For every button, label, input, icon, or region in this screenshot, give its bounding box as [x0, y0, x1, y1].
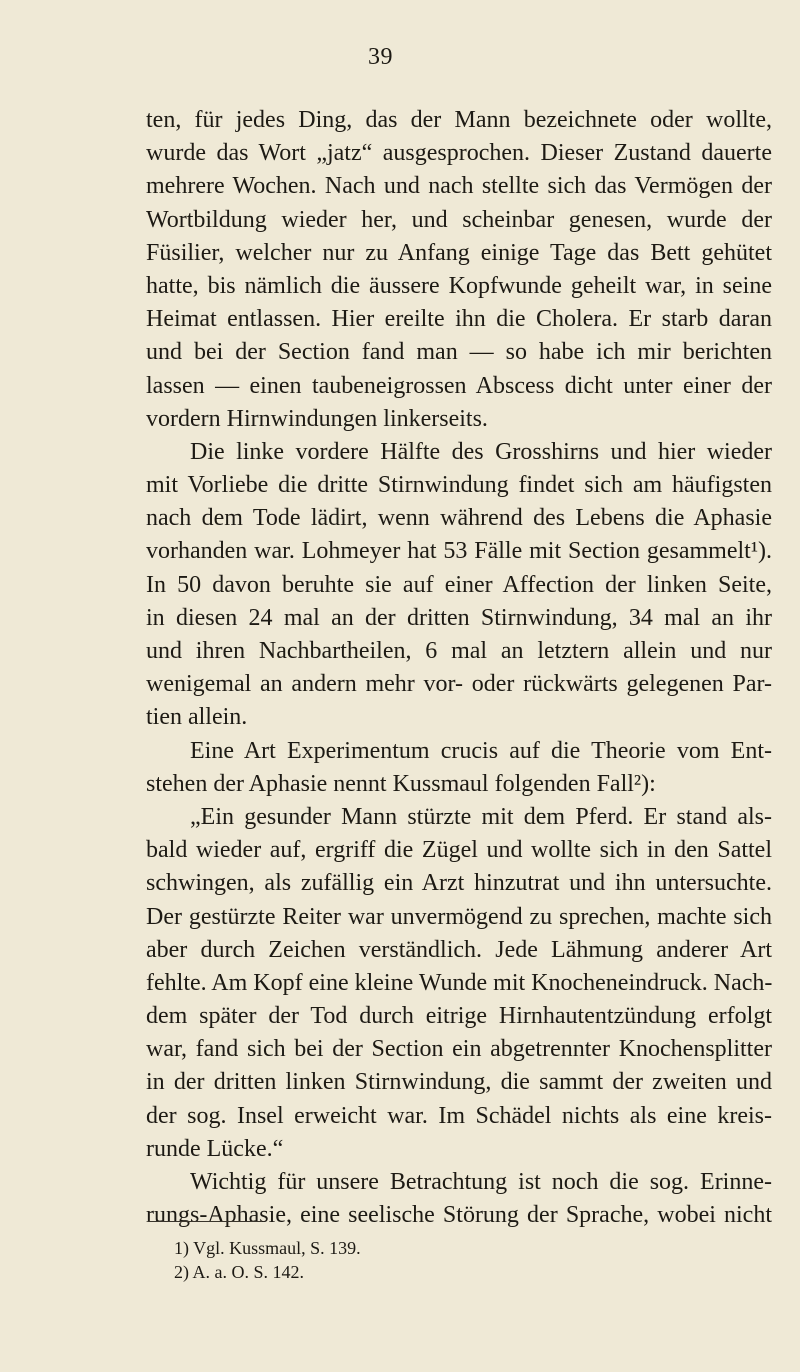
text-line: „Ein gesunder Mann stürzte mit dem Pferd. Er stand als- [190, 803, 772, 830]
text-line: wenigemal an andern mehr vor- oder rückwärts gelegenen Par- [146, 671, 772, 698]
text-line: hatte, bis nämlich die äussere Kopfwunde geheilt war, in seine [146, 272, 772, 299]
text-line: Die linke vordere Hälfte des Grosshirns und hier wieder [190, 438, 772, 465]
text-line: nach dem Tode lädirt, wenn während des Lebens die Aphasie [146, 505, 772, 532]
footnote: 2) A. a. O. S. 142. [174, 1262, 304, 1282]
text-line: runde Lücke.“ [146, 1135, 284, 1162]
text-line: tien allein. [146, 704, 248, 731]
text-line: in der dritten linken Stirnwindung, die sammt der zweiten und [146, 1069, 772, 1096]
text-line: Der gestürzte Reiter war unvermögend zu sprechen, machte sich [146, 903, 772, 930]
footnote-divider [148, 1221, 262, 1222]
text-line: mit Vorliebe die dritte Stirnwindung findet sich am häufigsten [146, 472, 772, 499]
text-line: Eine Art Experimentum crucis auf die Theorie vom Ent- [190, 737, 772, 764]
text-line: vordern Hirnwindungen linkerseits. [146, 405, 488, 432]
text-line: Heimat entlassen. Hier ereilte ihn die Cholera. Er starb daran [146, 306, 772, 333]
text-line: und bei der Section fand man — so habe ich mir berichten [146, 339, 772, 366]
text-line: schwingen, als zufällig ein Arzt hinzutrat und ihn untersuchte. [146, 870, 772, 897]
text-line: vorhanden war. Lohmeyer hat 53 Fälle mit Section gesammelt¹). [146, 538, 772, 565]
text-line: mehrere Wochen. Nach und nach stellte sich das Vermögen der [146, 173, 772, 200]
text-line: lassen — einen taubeneigrossen Abscess dicht unter einer der [146, 372, 772, 399]
text-line: in diesen 24 mal an der dritten Stirnwindung, 34 mal an ihr [146, 604, 772, 631]
text-line: Wichtig für unsere Betrachtung ist noch die sog. Erinne- [190, 1169, 772, 1195]
text-line: und ihren Nachbartheilen, 6 mal an letztern allein und nur [146, 638, 772, 664]
text-line: wurde das Wort „jatz“ ausgesprochen. Dieser Zustand dauerte [146, 140, 772, 167]
text-line: rungs-Aphasie, eine seelische Störung der Sprache, wobei nicht [146, 1202, 772, 1229]
page-number: 39 [368, 44, 393, 70]
footnote: 1) Vgl. Kussmaul, S. 139. [174, 1238, 361, 1258]
text-line: Wortbildung wieder her, und scheinbar genesen, wurde der [146, 206, 772, 233]
text-line: aber durch Zeichen verständlich. Jede Lähmung anderer Art [146, 936, 772, 963]
text-line: fehlte. Am Kopf eine kleine Wunde mit Knocheneindruck. Nach- [146, 969, 773, 996]
text-line: war, fand sich bei der Section ein abgetrennter Knochensplitter [146, 1036, 772, 1063]
footnotes [174, 1236, 361, 1284]
text-line: stehen der Aphasie nennt Kussmaul folgenden Fall²): [146, 770, 656, 797]
text-line: Füsilier, welcher nur zu Anfang einige Tage das Bett gehütet [146, 239, 772, 266]
text-line: dem später der Tod durch eitrige Hirnhautentzündung erfolgt [146, 1003, 772, 1030]
body-text [146, 104, 772, 1232]
text-line: bald wieder auf, ergriff die Zügel und wollte sich in den Sattel [146, 837, 772, 864]
text-line: ten, für jedes Ding, das der Mann bezeichnete oder wollte, [146, 107, 772, 133]
text-line: der sog. Insel erweicht war. Im Schädel nichts als eine kreis- [146, 1102, 772, 1129]
text-line: In 50 davon beruhte sie auf einer Affection der linken Seite, [146, 571, 772, 598]
